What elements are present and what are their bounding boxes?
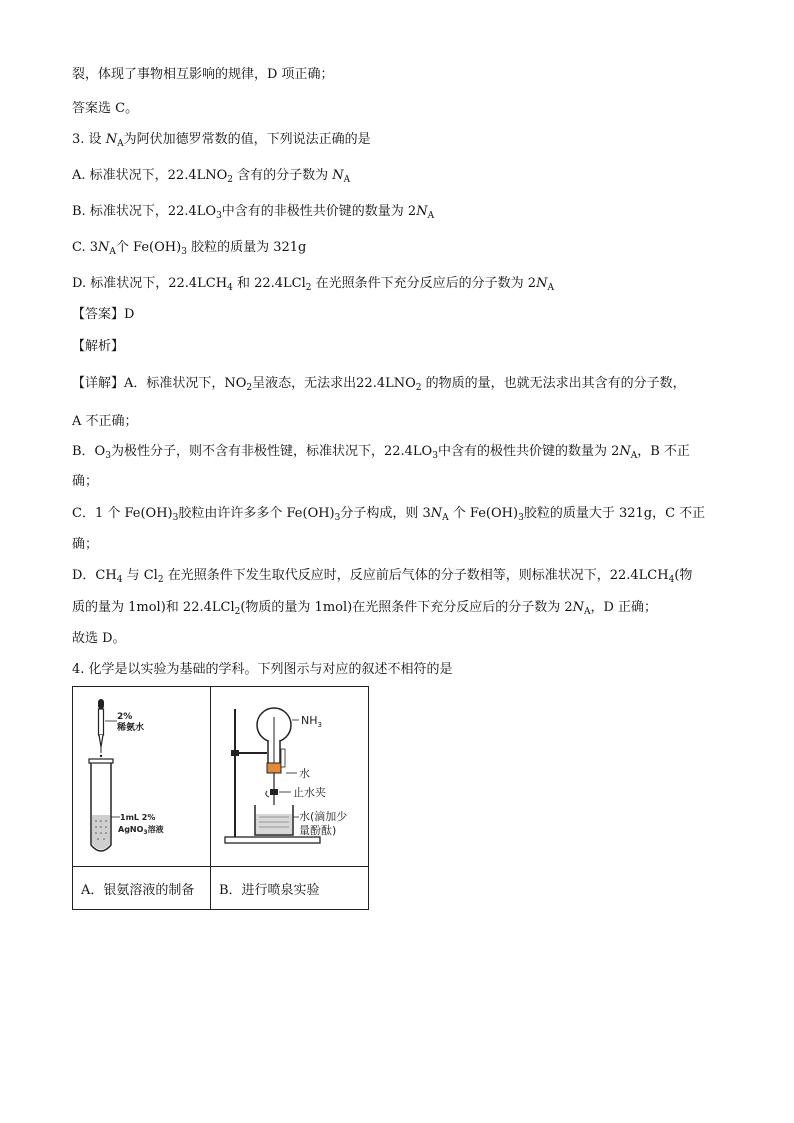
tube-rim (89, 759, 113, 763)
text-line: 答案选 C。 (72, 101, 139, 116)
question-4: 4. 化学是以实验为基础的学科。下列图示与对应的叙述不相符的是 (72, 662, 453, 677)
stopper (267, 763, 281, 773)
option-c: C. $3N_A$个 $Fe(OH)_3$ 胶粒的质量为 321g (72, 240, 307, 257)
dropper-bulb (98, 699, 104, 709)
label-2pct: 2% (117, 712, 133, 722)
label-water: 水 (299, 767, 310, 780)
explanation-a: 【详解】A．标准状况下，$NO_2$呈液态，无法求出$22.4LNO_2$ 的物质的量，也就无法求出其含有的分子数， (72, 376, 686, 393)
analysis-heading: 【解析】 (72, 339, 125, 354)
figure-b-cell (211, 687, 369, 867)
clamp-block (231, 750, 239, 756)
stand-base (225, 837, 320, 843)
text-line: 质的量为 1mol)和 22.4LCl$_2$(物质的量为 1mol)在光照条件下充分反应后的分子数为 $2N_A$，D 正确； (72, 600, 658, 617)
text-line: 裂，体现了事物相互影响的规律，D 项正确； (72, 67, 334, 82)
water-dropper (281, 749, 285, 767)
figure-table (72, 686, 369, 910)
option-d: D. 标准状况下，$22.4LCH_4$ 和 22.4LCl$_2$ 在光照条件下充分反应后的分子数为 $2N_A$ (72, 276, 554, 293)
caption-a: A．银氨溶液的制备 (73, 867, 211, 910)
dropper-tube (99, 709, 104, 735)
label-1ml: 1mL 2% (120, 813, 156, 822)
text-line: 确； (72, 474, 99, 489)
text-line: A 不正确； (72, 414, 138, 429)
caption-b: B．进行喷泉实验 (211, 867, 369, 910)
label-clamp: 止水夹 (293, 786, 326, 799)
text-line: 故选 D。 (72, 631, 126, 646)
label-beaker-1: 水(滴加少 (299, 810, 348, 823)
answer: 【答案】D (72, 307, 135, 322)
option-b: B. 标准状况下，$22.4LO_3$中含有的非极性共价键的数量为 $2N_A$ (72, 204, 435, 221)
figure-a-cell (73, 687, 211, 867)
explanation-b: B．$O_3$为极性分子，则不含有非极性键，标准状况下，$22.4LO_3$中含有的极性共价键的数量为 $2N_A$，B 不正 (72, 444, 690, 461)
drop (100, 755, 102, 757)
label-nh3: $NH_3$ (301, 714, 322, 729)
explanation-d: D．$CH_4$ 与 $Cl_2$ 在光照条件下发生取代反应时，反应前后气体的分子数相等，则标准状况下，$22.4LCH_4$(物 (72, 568, 693, 585)
question-3: 3. 设 $N_A$为阿伏加德罗常数的值，下列说法正确的是 (72, 132, 371, 149)
label-ammonia: 稀氨水 (117, 723, 145, 733)
pinch-clamp (270, 789, 278, 795)
fountain-diagram (211, 687, 368, 862)
test-tube-diagram (73, 687, 210, 862)
label-agno3: AgNO$_3$溶液 (118, 825, 164, 836)
label-beaker-2: 量酚酞) (299, 824, 337, 837)
explanation-c: C．1 个 $Fe(OH)_3$胶粒由许许多多个 $Fe(OH)_3$分子构成，则 $3N_A$ 个 $Fe(OH)_3$胶粒的质量大于 321g，C 不正 (72, 506, 706, 523)
text-line: 确； (72, 537, 99, 552)
option-a: A. 标准状况下，$22.4LNO_2$ 含有的分子数为 $N_A$ (72, 168, 351, 185)
dropper-tip (99, 735, 103, 747)
